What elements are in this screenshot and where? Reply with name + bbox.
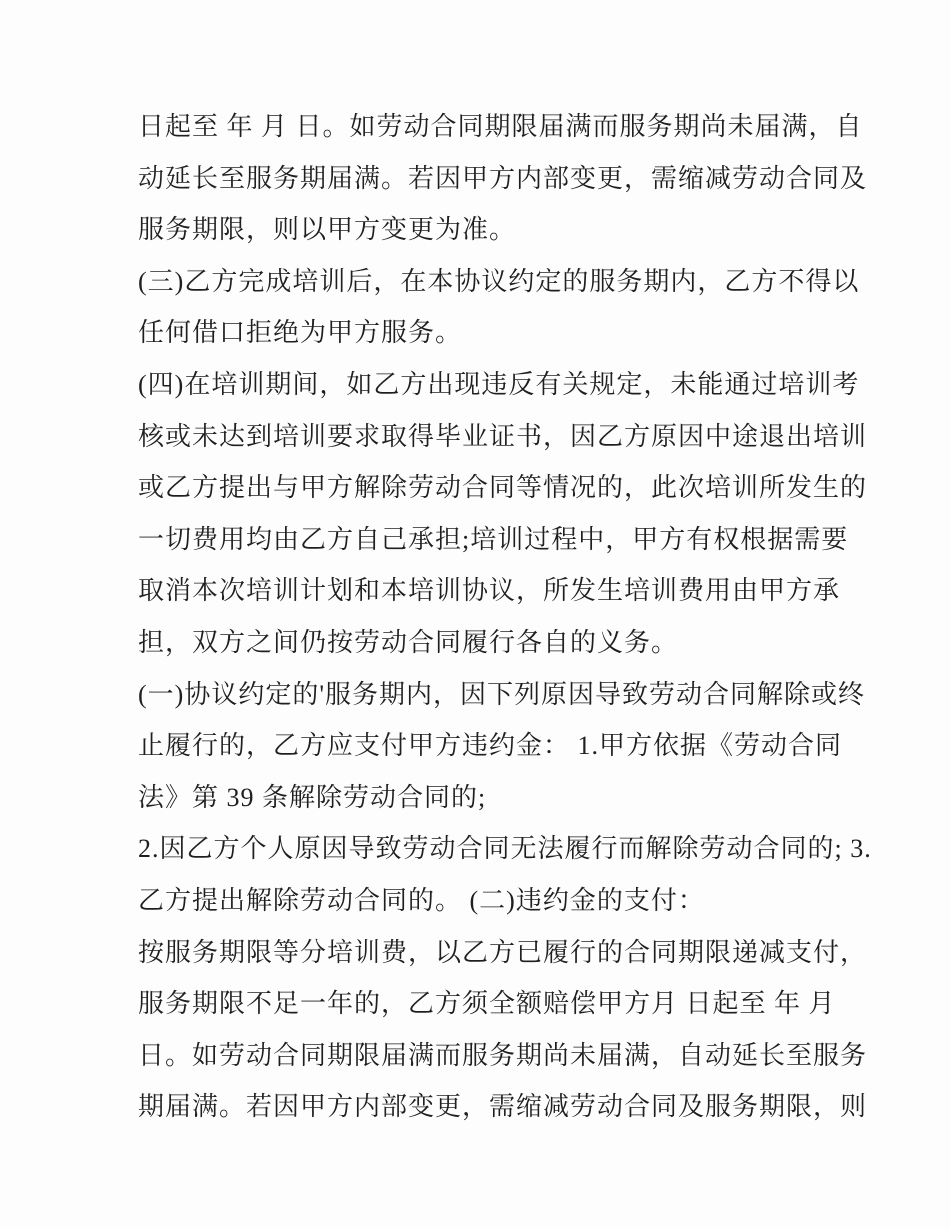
- text-line: 服务期限，则以甲方变更为准。: [138, 215, 517, 245]
- text-line: 乙方提出解除劳动合同的。 (二)违约金的支付：: [138, 885, 705, 915]
- text-line: 核或未达到培训要求取得毕业证书，因乙方原因中途退出培训: [138, 421, 868, 451]
- text-line: (三)乙方完成培训后，在本协议约定的服务期内，乙方不得以: [138, 266, 860, 296]
- text-line: 或乙方提出与甲方解除劳动合同等情况的，此次培训所发生的: [138, 473, 868, 503]
- text-line: 日。如劳动合同期限届满而服务期尚未届满，自动延长至服务: [138, 1040, 868, 1070]
- text-line: 服务期限不足一年的，乙方须全额赔偿甲方月 日起至 年 月: [138, 989, 836, 1019]
- text-line: (四)在培训期间，如乙方出现违反有关规定，未能通过培训考: [138, 369, 860, 399]
- text-line: 取消本次培训计划和本培训协议，所发生培训费用由甲方承: [138, 576, 841, 606]
- text-line: (一)协议约定的'服务期内，因下列原因导致劳动合同解除或终: [138, 679, 866, 709]
- text-line: 2.因乙方个人原因导致劳动合同无法履行而解除劳动合同的; 3.: [138, 834, 872, 864]
- text-line: 法》第 39 条解除劳动合同的;: [138, 782, 487, 812]
- contract-text-block: [138, 101, 898, 1133]
- text-line: 日起至 年 月 日。如劳动合同期限届满而服务期尚未届满，自: [138, 112, 863, 141]
- text-line: 动延长至服务期届满。若因甲方内部变更，需缩减劳动合同及: [138, 163, 868, 193]
- text-line: 止履行的，乙方应支付甲方违约金： 1.甲方依据《劳动合同: [138, 731, 843, 761]
- text-line: 任何借口拒绝为甲方服务。: [138, 318, 463, 348]
- text-line: 按服务期限等分培训费，以乙方已履行的合同期限递减支付，: [138, 937, 868, 967]
- text-line: 担，双方之间仍按劳动合同履行各自的义务。: [138, 627, 679, 657]
- text-line: 期届满。若因甲方内部变更，需缩减劳动合同及服务期限，则: [138, 1092, 868, 1122]
- text-line: 一切费用均由乙方自己承担;培训过程中，甲方有权根据需要: [138, 524, 849, 554]
